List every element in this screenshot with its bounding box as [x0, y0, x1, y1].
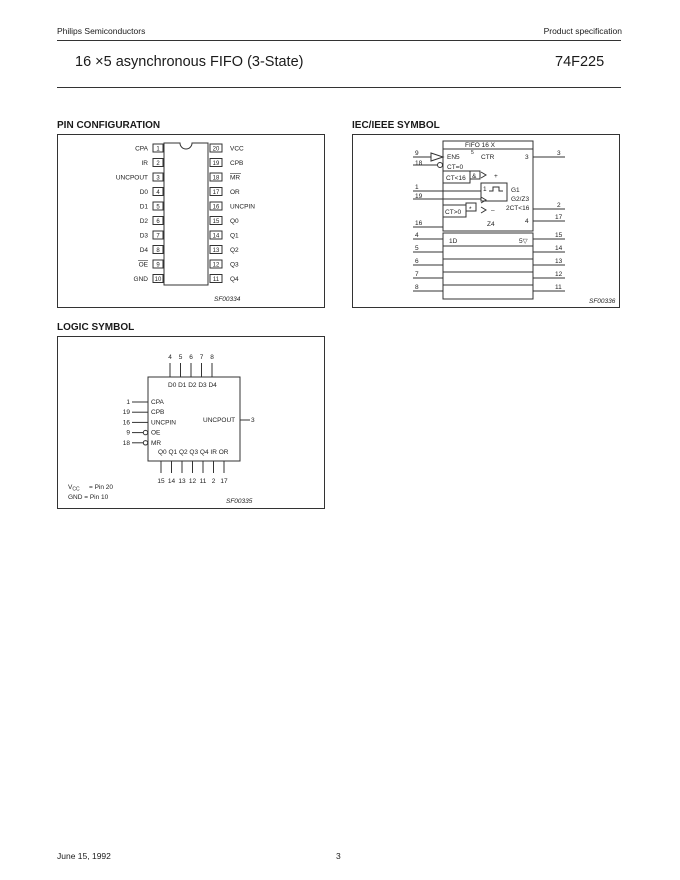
logic-left-pin-name: CPA: [151, 399, 164, 406]
iec-in-16: 16: [415, 220, 423, 227]
iec-in-4: 4: [415, 232, 419, 239]
logic-left-pin-name: CPB: [151, 409, 165, 417]
logic-bottom-pin-number: 11: [199, 478, 207, 485]
pin-number-left: 1: [156, 146, 160, 153]
iec-int-3: 3: [525, 154, 529, 161]
logic-bottom-labels: Q0 Q1 Q2 Q3 Q4 IR OR: [158, 449, 229, 456]
page-title: 16 ×5 asynchronous FIFO (3-State): [75, 54, 304, 70]
logic-left-pin-number: 18: [122, 439, 130, 447]
iec-z4: Z4: [487, 221, 495, 228]
iec-out-13: 13: [555, 258, 563, 265]
iec-ct0: CT=0: [447, 164, 464, 171]
pin-name-right: VCC: [230, 145, 244, 153]
logic-bottom-pin-number: 14: [167, 478, 176, 485]
logic-vcc-label: $V_{CC}$: [68, 484, 80, 493]
logic-top-pin-number: 8: [210, 354, 214, 361]
pin-number-right: 16: [212, 204, 220, 211]
pin-config-code: SF00334: [214, 296, 241, 303]
pin-number-right: 14: [212, 233, 220, 240]
logic-left-pin-number: 9: [126, 429, 130, 437]
pin-name-right: Q1: [230, 232, 239, 240]
logic-bottom-pin-number: 17: [220, 478, 228, 485]
logic-gnd-note: GND = Pin 10: [68, 494, 109, 501]
pin-name-left: IR: [141, 160, 148, 167]
logic-top-pin-number: 6: [189, 354, 193, 361]
iec-out-3: 3: [557, 150, 561, 157]
pin-number-left: 4: [156, 190, 160, 196]
iec-ctgt0: CT>0: [445, 209, 462, 216]
logic-figure: [57, 336, 325, 509]
pin-number-left: 2: [156, 161, 160, 167]
pin-name-left: GND: [133, 276, 148, 283]
logic-left-pin-name: OE: [151, 429, 161, 437]
pin-name-right: CPB: [230, 160, 244, 167]
iec-code: SF00336: [589, 298, 616, 305]
logic-bottom-pin-number: 12: [188, 478, 197, 485]
logic-code: SF00335: [226, 498, 253, 505]
pin-name-right: Q0: [230, 218, 239, 225]
iec-g2z3: G2/Z3: [511, 196, 530, 203]
pin-name-right: UNCPIN: [230, 203, 255, 211]
header-doc-type: Product specification: [543, 26, 622, 36]
iec-in-9: 9: [415, 150, 419, 157]
iec-out-15: 15: [555, 232, 563, 239]
iec-out-17: 17: [555, 214, 563, 221]
pin-name-left: D2: [139, 218, 148, 225]
pin-number-right: 15: [212, 219, 220, 225]
logic-diagram: [58, 337, 324, 508]
pin-number-left: 9: [156, 262, 160, 269]
iec-g1: G1: [511, 187, 520, 194]
iec-out-12: 12: [555, 271, 563, 278]
pin-number-right: 19: [212, 161, 220, 167]
iec-figure: [352, 134, 620, 308]
logic-top-pin-number: 5: [178, 354, 183, 361]
pin-number-right: 18: [212, 175, 220, 182]
logic-bottom-pin-number: 15: [157, 478, 165, 485]
iec-five-super: 5: [471, 150, 474, 156]
part-number: 74F225: [555, 54, 605, 70]
pin-number-left: 5: [156, 204, 160, 211]
iec-1d: 1D: [449, 238, 458, 245]
iec-en5: EN5: [447, 154, 460, 161]
pin-name-right: Q2: [230, 247, 239, 254]
pin-number-right: 20: [212, 146, 220, 153]
pin-name-left: D3: [139, 232, 148, 240]
iec-in-8: 8: [415, 284, 419, 291]
iec-in-5: 5: [415, 245, 419, 252]
pin-config-diagram: [58, 135, 324, 307]
logic-vcc-note: = Pin 20: [89, 484, 114, 491]
iec-ctr: CTR: [481, 154, 495, 161]
iec-title: FIFO 16 X: [465, 142, 495, 149]
pin-number-left: 7: [156, 233, 160, 240]
iec-out-14: 14: [555, 245, 563, 252]
pin-number-left: 3: [156, 175, 160, 182]
iec-tri: 5▽: [519, 238, 528, 245]
iec-in-18: 18: [415, 160, 423, 167]
logic-left-pin-number: 19: [122, 409, 130, 417]
pin-number-left: 8: [156, 248, 160, 254]
logic-bottom-pin-number: 2: [211, 478, 216, 485]
footer-page-number: 3: [336, 851, 341, 861]
pin-number-right: 12: [212, 262, 220, 269]
iec-amp: &: [472, 173, 477, 180]
pin-name-left: D1: [139, 203, 148, 211]
iec-2ct16: 2CT<16: [506, 205, 530, 212]
section-title-logic: LOGIC SYMBOL: [57, 322, 135, 333]
iec-in-1: 1: [415, 184, 419, 191]
iec-in-7: 7: [415, 271, 419, 278]
logic-left-pin-name: MR: [151, 439, 162, 447]
iec-int-4: 4: [525, 218, 529, 225]
pin-name-left: D0: [139, 189, 148, 196]
pin-name-right: Q3: [230, 261, 239, 269]
ic-package-outline: [164, 143, 208, 285]
logic-top-labels: D0 D1 D2 D3 D4: [168, 382, 217, 389]
iec-star: *: [469, 206, 472, 213]
section-title-pin-config: PIN CONFIGURATION: [57, 120, 161, 131]
header-company: Philips Semiconductors: [57, 26, 146, 36]
header-rule-bottom: [57, 87, 621, 88]
pin-name-right: MR: [230, 174, 241, 182]
logic-left-pin-number: 1: [126, 399, 130, 406]
pin-number-left: 6: [156, 219, 160, 225]
iec-diagram: [353, 135, 619, 307]
pin-config-figure: [57, 134, 325, 308]
header-rule-top: [57, 40, 621, 41]
pin-name-right: OR: [230, 189, 240, 196]
logic-right-num: 3: [251, 417, 255, 424]
iec-one: 1: [483, 186, 487, 193]
pin-name-right: Q4: [230, 276, 239, 283]
pin-name-left: UNCPOUT: [115, 174, 148, 182]
logic-top-pin-number: 4: [168, 354, 172, 361]
logic-top-pin-number: 7: [199, 354, 204, 361]
pin-name-left: CPA: [135, 145, 148, 153]
pin-number-right: 17: [212, 190, 220, 196]
iec-ctlt16: CT<16: [446, 175, 466, 182]
footer-date: June 15, 1992: [57, 851, 111, 861]
iec-plus: +: [494, 173, 498, 180]
logic-left-pin-name: UNCPIN: [151, 419, 176, 427]
iec-out-2: 2: [557, 202, 561, 209]
logic-bottom-pin-number: 13: [178, 478, 186, 485]
pin-number-right: 11: [212, 277, 220, 283]
iec-in-6: 6: [415, 258, 419, 265]
logic-left-pin-number: 16: [122, 419, 130, 427]
pin-number-right: 13: [212, 248, 220, 254]
pin-name-left: D4: [139, 247, 148, 254]
iec-minus: –: [491, 207, 495, 214]
section-title-iec: IEC/IEEE SYMBOL: [352, 120, 440, 131]
pin-name-left: OE: [138, 261, 148, 269]
logic-right-name: UNCPOUT: [203, 417, 236, 424]
iec-in-19: 19: [415, 193, 423, 200]
pin-number-left: 10: [154, 277, 162, 283]
iec-out-11: 11: [555, 284, 562, 291]
